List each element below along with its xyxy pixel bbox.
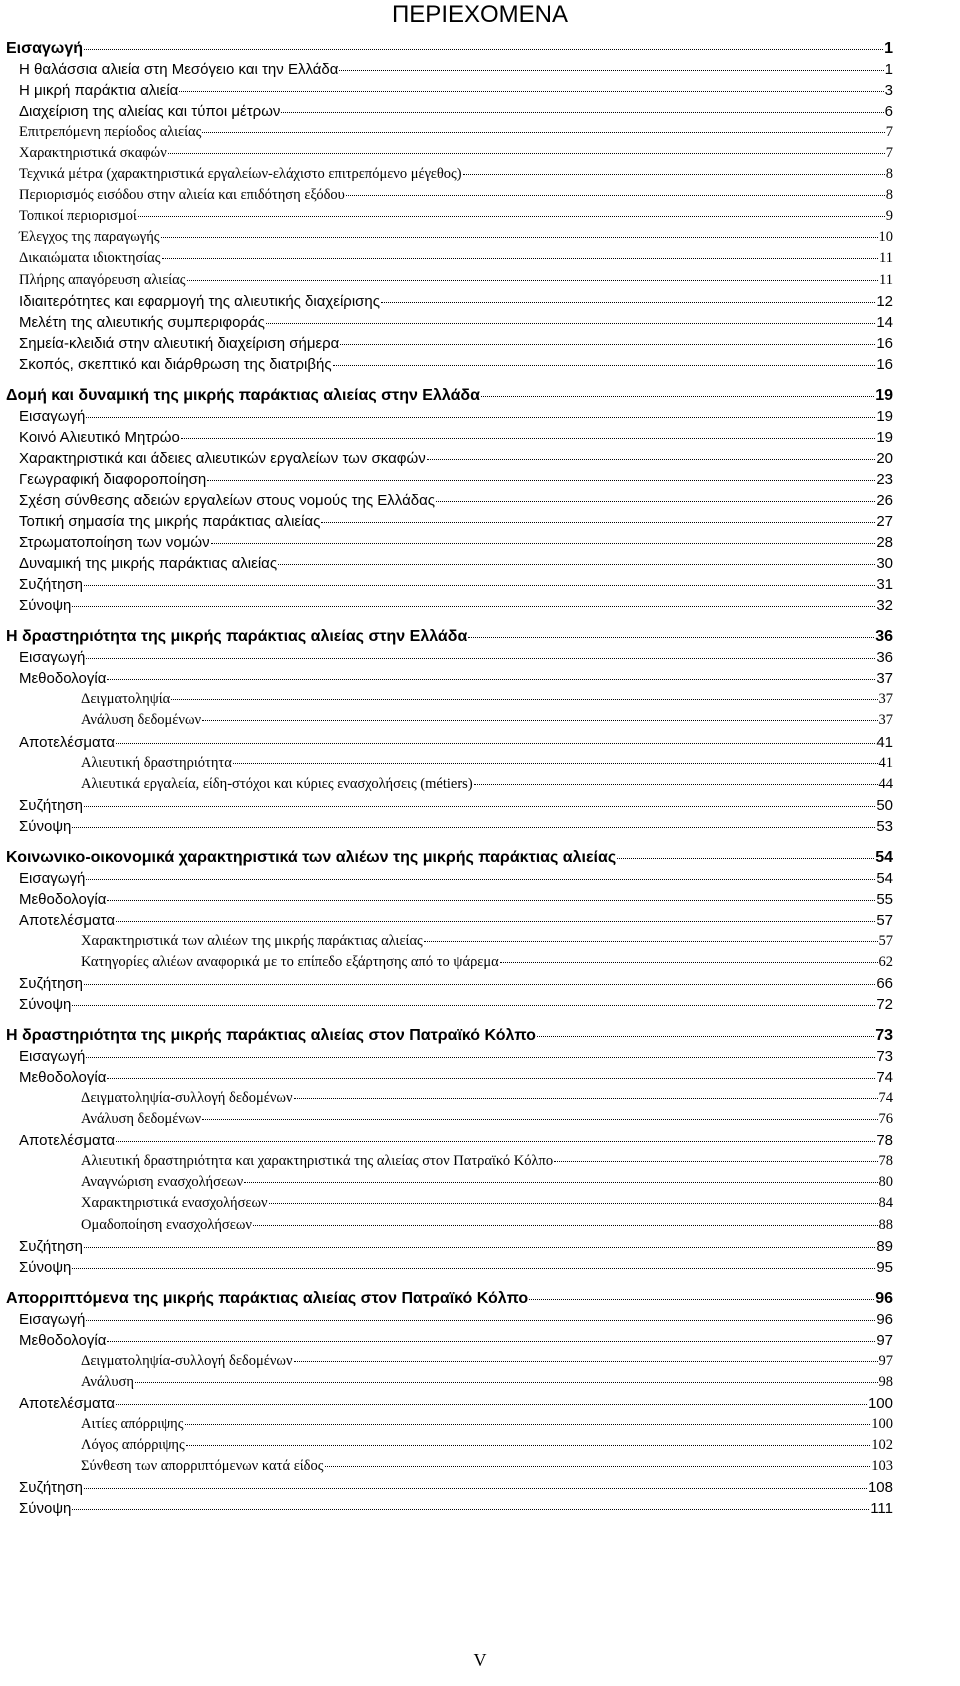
toc-page-number: 54: [876, 869, 893, 887]
dot-leader: [339, 70, 883, 71]
toc-entry[interactable]: [6, 647, 893, 668]
toc-entry[interactable]: [6, 469, 893, 490]
toc-entry-title: Ανάλυση: [81, 1373, 134, 1390]
toc-entry-title: Δειγματοληψία: [81, 691, 171, 708]
toc-entry-title: Αναγνώριση ενασχολήσεων: [81, 1174, 244, 1191]
toc-entry[interactable]: [6, 732, 893, 753]
toc-entry[interactable]: [6, 206, 893, 227]
toc-entry-title: Συζήτηση: [19, 576, 84, 594]
toc-entry[interactable]: [6, 406, 893, 427]
toc-entry-title: Μελέτη της αλιευτικής συμπεριφοράς: [19, 313, 265, 331]
toc-entry-title: Ομαδοποίηση ενασχολήσεων: [81, 1216, 252, 1233]
toc-entry[interactable]: [6, 1414, 893, 1435]
toc-page-number: 100: [871, 1415, 893, 1432]
toc-entry[interactable]: [6, 312, 893, 333]
toc-page-number: 57: [878, 932, 893, 949]
dot-leader: [107, 900, 875, 901]
dot-leader: [116, 1141, 875, 1142]
toc-entry[interactable]: [6, 38, 893, 59]
toc-page-number: 11: [879, 250, 893, 267]
dot-leader: [72, 1509, 869, 1510]
toc-entry[interactable]: [6, 59, 893, 80]
toc-entry-title: Μεθοδολογία: [19, 890, 107, 908]
toc-entry[interactable]: [6, 270, 893, 291]
toc-page-number: 72: [876, 996, 893, 1014]
dot-leader: [185, 1424, 871, 1425]
dot-leader: [202, 132, 884, 133]
toc-page-number: 23: [876, 470, 893, 488]
dot-leader: [346, 195, 885, 196]
table-of-contents: [6, 38, 893, 1519]
toc-page-number: 36: [875, 628, 893, 646]
toc-entry-title: Σημεία-κλειδιά στην αλιευτική διαχείριση σήμερα: [19, 334, 340, 352]
toc-page-number: 57: [876, 911, 893, 929]
toc-page-number: 73: [875, 1027, 893, 1045]
dot-leader: [162, 258, 879, 259]
toc-entry[interactable]: [6, 1330, 893, 1351]
toc-page-number: 84: [878, 1195, 893, 1212]
toc-entry[interactable]: [6, 816, 893, 837]
toc-entry[interactable]: [6, 448, 893, 469]
toc-page-number: 108: [867, 1479, 893, 1497]
toc-entry[interactable]: [6, 1498, 893, 1519]
toc-entry-title: Ιδιαιτερότητες και εφαρμογή της αλιευτικής διαχείρισης: [19, 292, 381, 310]
toc-entry[interactable]: [6, 1351, 893, 1372]
toc-entry-title: Αποτελέσματα: [19, 1132, 116, 1150]
toc-entry[interactable]: [6, 1393, 893, 1414]
dot-leader: [168, 153, 885, 154]
toc-entry-title: Σύνοψη: [19, 1500, 72, 1518]
toc-entry[interactable]: [6, 1151, 893, 1172]
toc-entry[interactable]: [6, 80, 893, 101]
toc-entry[interactable]: [6, 101, 893, 122]
toc-page-number: 111: [870, 1500, 893, 1518]
toc-page-number: 3: [884, 82, 893, 100]
dot-leader: [84, 1488, 867, 1489]
dot-leader: [86, 1057, 875, 1058]
page-number-footer: V: [473, 1650, 487, 1670]
dot-leader: [294, 1361, 878, 1362]
toc-entry-title: Σκοπός, σκεπτικό και διάρθρωση της διατριβής: [19, 355, 332, 373]
toc-entry-title: Κοινωνικο-οικονομικά χαρακτηριστικά των αλιέων της μικρής παράκτιας αλιείας: [6, 848, 617, 866]
toc-entry[interactable]: [6, 710, 893, 731]
dot-leader: [186, 1445, 871, 1446]
dot-leader: [381, 302, 875, 303]
dot-leader: [84, 585, 875, 586]
dot-leader: [463, 174, 885, 175]
dot-leader: [107, 679, 875, 680]
toc-page-number: 41: [876, 733, 893, 751]
toc-page-number: 98: [878, 1373, 893, 1390]
toc-entry-title: Μεθοδολογία: [19, 1331, 107, 1349]
toc-entry-title: Αλιευτική δραστηριότητα και χαρακτηριστικά της αλιείας στον Πατραϊκό Κόλπο: [81, 1153, 554, 1170]
toc-entry[interactable]: [6, 333, 893, 354]
toc-entry[interactable]: [6, 1477, 893, 1498]
toc-page-number: 1: [884, 40, 893, 57]
toc-page-number: 62: [878, 953, 893, 970]
toc-page-number: 97: [878, 1352, 893, 1369]
toc-entry-title: Συζήτηση: [19, 1479, 84, 1497]
toc-page-number: 37: [878, 712, 893, 729]
toc-entry-title: Συζήτηση: [19, 975, 84, 993]
toc-entry-title: Δικαιώματα ιδιοκτησίας: [19, 250, 161, 267]
toc-page-number: 27: [876, 513, 893, 531]
toc-page-number: 30: [876, 555, 893, 573]
toc-page-number: 103: [871, 1458, 893, 1475]
toc-entry[interactable]: [6, 994, 893, 1015]
dot-leader: [500, 962, 878, 963]
toc-entry-title: Συζήτηση: [19, 796, 84, 814]
dot-leader: [138, 216, 885, 217]
dot-leader: [84, 984, 875, 985]
toc-entry[interactable]: [6, 1372, 893, 1393]
dot-leader: [554, 1161, 877, 1162]
toc-page-number: 74: [876, 1069, 893, 1087]
dot-leader: [427, 459, 876, 460]
toc-page-number: 78: [878, 1153, 893, 1170]
dot-leader: [84, 49, 883, 50]
dot-leader: [253, 1225, 878, 1226]
toc-entry-title: Αποτελέσματα: [19, 911, 116, 929]
dot-leader: [244, 1182, 877, 1183]
toc-entry-title: Κατηγορίες αλιέων αναφορικά με το επίπεδο εξάρτησης από το ψάρεμα: [81, 953, 499, 970]
toc-entry[interactable]: [6, 1456, 893, 1477]
dot-leader: [474, 784, 878, 785]
dot-leader: [266, 323, 875, 324]
dot-leader: [72, 1268, 875, 1269]
toc-entry-title: Χαρακτηριστικά των αλιέων της μικρής παράκτιας αλιείας: [81, 932, 423, 949]
dot-leader: [281, 112, 883, 113]
toc-entry-title: Η θαλάσσια αλιεία στη Μεσόγειο και την Ελλάδα: [19, 61, 339, 79]
toc-page-number: 54: [875, 848, 893, 866]
toc-entry-title: Επιτρεπόμενη περίοδος αλιείας: [19, 124, 202, 141]
toc-page-number: 95: [876, 1258, 893, 1276]
toc-entry[interactable]: [6, 1288, 893, 1309]
toc-page-number: 66: [876, 975, 893, 993]
toc-entry-title: Σύνοψη: [19, 1258, 72, 1276]
toc-page-number: 8: [885, 187, 893, 204]
toc-entry[interactable]: [6, 668, 893, 689]
toc-entry-title: Τοπικοί περιορισμοί: [19, 208, 137, 225]
toc-entry-title: Εισαγωγή: [19, 649, 86, 667]
toc-entry[interactable]: [6, 1046, 893, 1067]
toc-entry-title: Διαχείριση της αλιείας και τύποι μέτρων: [19, 103, 281, 121]
toc-page-number: 26: [876, 491, 893, 509]
dot-leader: [294, 1098, 878, 1099]
dot-leader: [181, 438, 875, 439]
dot-leader: [617, 858, 874, 859]
toc-page-number: 80: [878, 1174, 893, 1191]
dot-leader: [72, 827, 875, 828]
toc-page-number: 50: [876, 796, 893, 814]
toc-entry-title: Δυναμική της μικρής παράκτιας αλιείας: [19, 555, 278, 573]
toc-entry-title: Χαρακτηριστικά σκαφών: [19, 145, 167, 162]
page-title: ΠΕΡΙΕΧΟΜΕΝΑ: [391, 1, 569, 28]
toc-entry-title: Περιορισμός εισόδου στην αλιεία και επιδότηση εξόδου: [19, 187, 345, 204]
toc-entry[interactable]: [6, 1130, 893, 1151]
toc-page-number: 78: [876, 1132, 893, 1150]
toc-page-number: 19: [876, 407, 893, 425]
toc-entry-title: Αλιευτικά εργαλεία, είδη-στόχοι και κύριες ενασχολήσεις (métiers): [81, 775, 473, 792]
toc-entry-title: Γεωγραφική διαφοροποίηση: [19, 470, 207, 488]
toc-entry[interactable]: [6, 532, 893, 553]
dot-leader: [107, 1078, 875, 1079]
toc-entry[interactable]: [6, 1088, 893, 1109]
toc-entry-title: Απορριπτόμενα της μικρής παράκτιας αλιείας στον Πατραϊκό Κόλπο: [6, 1289, 529, 1307]
toc-entry[interactable]: [6, 143, 893, 164]
toc-page-number: 9: [885, 208, 893, 225]
toc-page-number: 97: [876, 1331, 893, 1349]
toc-page-number: 7: [885, 145, 893, 162]
toc-entry-title: Κοινό Αλιευτικό Μητρώο: [19, 428, 180, 446]
dot-leader: [84, 1247, 875, 1248]
toc-entry-title: Ανάλυση δεδομένων: [81, 1111, 202, 1128]
toc-page-number: 19: [875, 386, 893, 404]
dot-leader: [537, 1036, 874, 1037]
toc-entry[interactable]: [6, 626, 893, 647]
toc-entry[interactable]: [6, 910, 893, 931]
toc-entry[interactable]: [6, 952, 893, 973]
toc-entry-title: Αποτελέσματα: [19, 1394, 116, 1412]
dot-leader: [179, 91, 883, 92]
toc-page-number: 32: [876, 597, 893, 615]
dot-leader: [161, 237, 878, 238]
toc-page-number: 37: [878, 691, 893, 708]
toc-page-number: 76: [878, 1111, 893, 1128]
dot-leader: [202, 1119, 877, 1120]
toc-page-number: 28: [876, 534, 893, 552]
dot-leader: [278, 564, 875, 565]
toc-page-number: 16: [876, 355, 893, 373]
toc-entry[interactable]: [6, 122, 893, 143]
toc-entry-title: Αιτίες απόρριψης: [81, 1415, 184, 1432]
toc-entry-title: Σχέση σύνθεσης αδειών εργαλείων στους νομούς της Ελλάδας: [19, 491, 436, 509]
dot-leader: [211, 543, 876, 544]
dot-leader: [72, 606, 875, 607]
toc-page-number: 41: [878, 754, 893, 771]
toc-entry-title: Εισαγωγή: [19, 407, 86, 425]
dot-leader: [86, 1320, 875, 1321]
dot-leader: [116, 1404, 867, 1405]
toc-page-number: 36: [876, 649, 893, 667]
dot-leader: [84, 806, 875, 807]
toc-page-number: 73: [876, 1048, 893, 1066]
toc-entry[interactable]: [6, 595, 893, 616]
dot-leader: [269, 1203, 878, 1204]
toc-page-number: 16: [876, 334, 893, 352]
toc-entry-title: Η δραστηριότητα της μικρής παράκτιας αλιείας στον Πατραϊκό Κόλπο: [6, 1027, 536, 1045]
toc-page-number: 55: [876, 890, 893, 908]
toc-entry-title: Εισαγωγή: [6, 40, 83, 57]
toc-entry-title: Η μικρή παράκτια αλιεία: [19, 82, 179, 100]
dot-leader: [481, 396, 874, 397]
toc-page-number: 7: [885, 124, 893, 141]
toc-entry-title: Χαρακτηριστικά και άδειες αλιευτικών εργαλείων των σκαφών: [19, 449, 426, 467]
toc-entry[interactable]: [6, 574, 893, 595]
toc-entry[interactable]: [6, 385, 893, 406]
dot-leader: [72, 1005, 875, 1006]
toc-entry[interactable]: [6, 931, 893, 952]
toc-entry[interactable]: [6, 1109, 893, 1130]
toc-entry[interactable]: [6, 795, 893, 816]
dot-leader: [325, 1466, 871, 1467]
toc-entry[interactable]: [6, 1025, 893, 1046]
toc-page-number: 20: [876, 449, 893, 467]
dot-leader: [116, 921, 875, 922]
toc-entry-title: Σύνοψη: [19, 817, 72, 835]
toc-entry[interactable]: [6, 1193, 893, 1214]
toc-page-number: 11: [879, 271, 893, 288]
toc-entry[interactable]: [6, 427, 893, 448]
toc-entry[interactable]: [6, 227, 893, 248]
toc-entry-title: Δειγματοληψία-συλλογή δεδομένων: [81, 1090, 293, 1107]
dot-leader: [107, 1341, 875, 1342]
toc-entry-title: Πλήρης απαγόρευση αλιείας: [19, 271, 186, 288]
toc-entry[interactable]: [6, 973, 893, 994]
toc-entry[interactable]: [6, 291, 893, 312]
toc-entry[interactable]: [6, 553, 893, 574]
toc-entry[interactable]: [6, 248, 893, 269]
toc-entry[interactable]: [6, 164, 893, 185]
toc-entry-title: Η δραστηριότητα της μικρής παράκτιας αλιείας στην Ελλάδα: [6, 628, 468, 646]
toc-entry-title: Χαρακτηριστικά ενασχολήσεων: [81, 1195, 268, 1212]
toc-entry[interactable]: [6, 689, 893, 710]
toc-entry[interactable]: [6, 1215, 893, 1236]
dot-leader: [202, 720, 877, 721]
toc-entry-title: Εισαγωγή: [19, 1048, 86, 1066]
toc-page-number: 6: [884, 103, 893, 121]
toc-entry-title: Εισαγωγή: [19, 1310, 86, 1328]
toc-page-number: 100: [867, 1394, 893, 1412]
toc-page-number: 88: [878, 1216, 893, 1233]
dot-leader: [321, 522, 875, 523]
toc-entry[interactable]: [6, 753, 893, 774]
toc-page-number: 37: [876, 670, 893, 688]
toc-entry-title: Τοπική σημασία της μικρής παράκτιας αλιείας: [19, 513, 321, 531]
dot-leader: [233, 763, 878, 764]
toc-page-number: 44: [878, 775, 893, 792]
toc-entry-title: Συζήτηση: [19, 1237, 84, 1255]
toc-page-number: 74: [878, 1090, 893, 1107]
toc-entry-title: Αποτελέσματα: [19, 733, 116, 751]
toc-entry-title: Έλεγχος της παραγωγής: [19, 229, 160, 246]
toc-entry-title: Δειγματοληψία-συλλογή δεδομένων: [81, 1352, 293, 1369]
toc-entry-title: Σύνοψη: [19, 597, 72, 615]
dot-leader: [86, 879, 875, 880]
toc-entry-title: Στρωματοποίηση των νομών: [19, 534, 210, 552]
toc-page-number: 102: [871, 1437, 893, 1453]
dot-leader: [436, 501, 875, 502]
dot-leader: [333, 365, 876, 366]
toc-entry-title: Ανάλυση δεδομένων: [81, 712, 202, 729]
toc-entry[interactable]: [6, 1435, 893, 1456]
toc-entry-title: Μεθοδολογία: [19, 670, 107, 688]
toc-entry[interactable]: [6, 889, 893, 910]
dot-leader: [86, 417, 875, 418]
toc-entry-title: Δομή και δυναμική της μικρής παράκτιας αλιείας στην Ελλάδα: [6, 386, 480, 404]
toc-entry[interactable]: [6, 1236, 893, 1257]
toc-entry-title: Μεθοδολογία: [19, 1069, 107, 1087]
toc-entry[interactable]: [6, 490, 893, 511]
dot-leader: [135, 1382, 878, 1383]
dot-leader: [529, 1299, 874, 1300]
toc-entry-title: Εισαγωγή: [19, 869, 86, 887]
toc-entry[interactable]: [6, 1257, 893, 1278]
toc-page-number: 31: [876, 576, 893, 594]
toc-page-number: 53: [876, 817, 893, 835]
dot-leader: [468, 637, 874, 638]
toc-page-number: 1: [884, 61, 893, 79]
toc-page-number: 14: [876, 313, 893, 331]
toc-entry[interactable]: [6, 511, 893, 532]
dot-leader: [187, 280, 879, 281]
toc-entry-title: Σύνοψη: [19, 996, 72, 1014]
toc-page-number: 12: [876, 292, 893, 310]
toc-entry-title: Αλιευτική δραστηριότητα: [81, 754, 232, 771]
toc-page-number: 8: [885, 166, 893, 183]
dot-leader: [340, 344, 875, 345]
dot-leader: [424, 941, 878, 942]
dot-leader: [116, 743, 875, 744]
toc-page-number: 19: [876, 428, 893, 446]
toc-entry[interactable]: [6, 354, 893, 375]
toc-entry-title: Τεχνικά μέτρα (χαρακτηριστικά εργαλείων-ελάχιστο επιτρεπόμενο μέγεθος): [19, 166, 462, 183]
toc-entry[interactable]: [6, 1172, 893, 1193]
toc-page-number: 96: [876, 1310, 893, 1328]
dot-leader: [86, 658, 875, 659]
dot-leader: [207, 480, 875, 481]
toc-entry[interactable]: [6, 1067, 893, 1088]
dot-leader: [171, 699, 877, 700]
toc-entry[interactable]: [6, 847, 893, 868]
toc-page-number: 10: [878, 229, 893, 246]
toc-entry[interactable]: [6, 774, 893, 795]
toc-page-number: 96: [875, 1289, 893, 1307]
toc-page-number: 89: [876, 1237, 893, 1255]
toc-entry[interactable]: [6, 185, 893, 206]
toc-entry-title: Λόγος απόρριψης: [81, 1437, 185, 1453]
toc-entry[interactable]: [6, 1309, 893, 1330]
toc-entry-title: Σύνθεση των απορριπτόμενων κατά είδος: [81, 1458, 324, 1475]
toc-entry[interactable]: [6, 868, 893, 889]
